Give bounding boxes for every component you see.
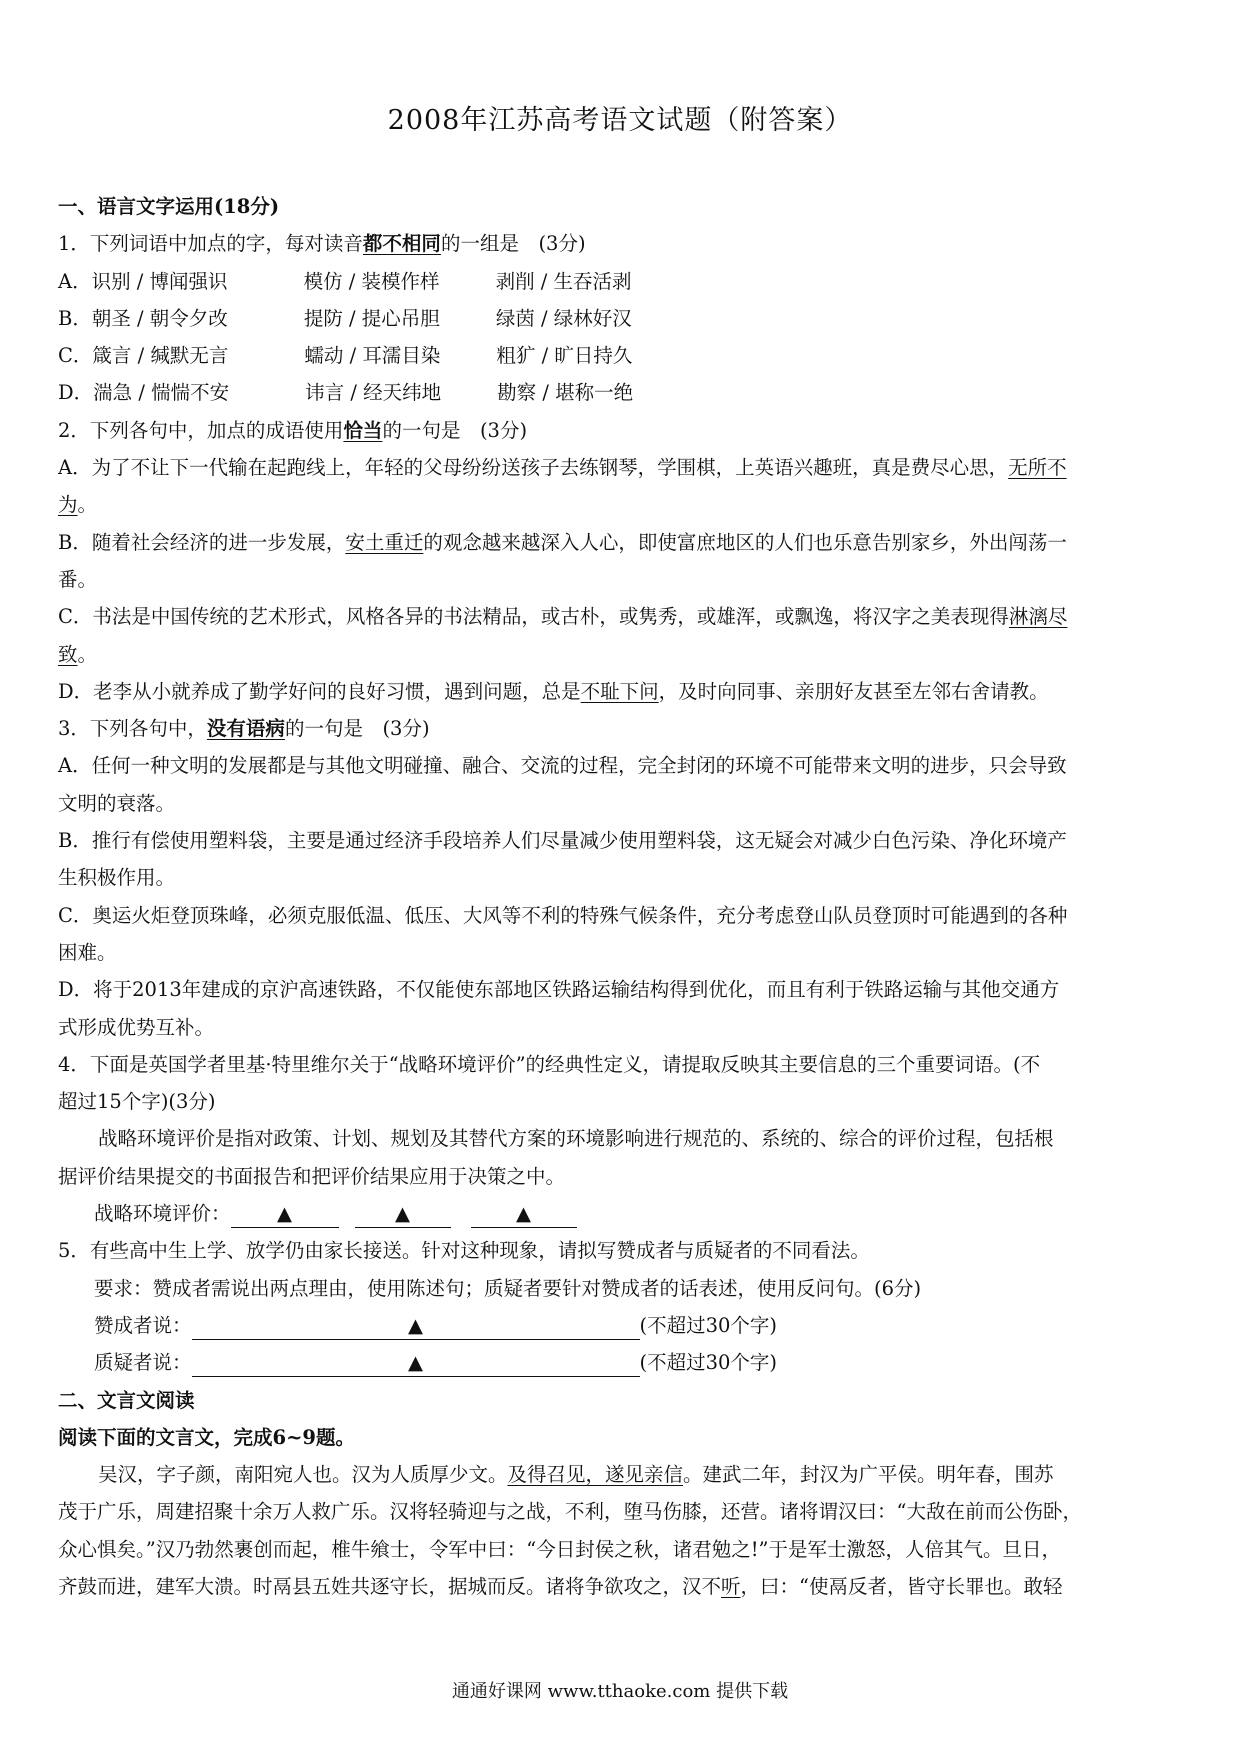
answer-label: 战略环境评价：	[94, 1202, 231, 1226]
option-group: 蠕动 / 耳濡目染	[304, 344, 441, 368]
answer-label: 赞成者说：	[94, 1313, 192, 1337]
question-4-stem-line2: 超过15个字)(3分)	[58, 1090, 216, 1114]
option-text: ，及时向同事、亲朋好友甚至左邻右舍请教。	[658, 679, 1049, 703]
option-text: 。	[77, 642, 98, 666]
q3-option-a-line2: 文明的衰落。	[58, 791, 176, 815]
question-2-stem	[58, 412, 1183, 449]
option-text: 。	[77, 493, 98, 517]
question-3-stem	[58, 710, 1183, 747]
option-label: B．	[58, 306, 92, 330]
q3-option-a-line1: A．任何一种文明的发展都是与其他文明碰撞、融合、交流的过程，完全封闭的环境不可能带来文明的进步，只会导致	[58, 754, 1067, 778]
q1-option-a	[58, 263, 1183, 300]
option-group: 讳言 / 经天纬地	[305, 381, 442, 405]
passage-text: 齐鼓而进，建军大溃。时鬲县五姓共逐守长，据城而反。诸将争欲攻之，汉不	[58, 1574, 722, 1598]
exam-content	[58, 188, 1183, 1605]
classical-passage-line2: 茂于广乐，周建招聚十余万人救广乐。汉将轻骑迎与之战，不利，堕马伤膝，还营。诸将谓汉曰：“大敌在前而公伤卧，	[58, 1500, 1082, 1524]
option-text: 的观念越来越深入人心，即使富庶地区的人们也乐意告别家乡，外出闯荡一	[423, 530, 1067, 554]
option-group: 识别 / 博闻强识	[91, 269, 228, 293]
q2-option-b-line2: 番。	[58, 567, 98, 591]
q5-requirement: 要求：赞成者需说出两点理由，使用陈述句；质疑者要针对赞成者的话表述，使用反问句。(6分)	[94, 1276, 922, 1300]
q2-stem-text: 2．下列各句中，加点的成语使用	[58, 418, 344, 442]
q3-option-b-line1: B．推行有偿使用塑料袋，主要是通过经济手段培养人们尽量减少使用塑料袋，这无疑会对减少白色污染、净化环境产	[58, 829, 1067, 853]
page-footer: 通通好课网 www.tthaoke.com 提供下载	[451, 1681, 789, 1702]
answer-blank-1[interactable]	[231, 1201, 339, 1228]
q2-option-b-line1	[58, 524, 1183, 561]
q2-option-c-line2	[58, 636, 1183, 673]
q4-passage-line2: 据评价结果提交的书面报告和把评价结果应用于决策之中。	[58, 1164, 566, 1188]
q5-pro-line	[58, 1307, 1183, 1344]
idiom-underlined: 致	[58, 642, 78, 666]
q3-option-d-line1: D．将于2013年建成的京沪高速铁路，不仅能使东部地区铁路运输结构得到优化，而且有利于铁路运输与其他交通方	[58, 978, 1060, 1002]
q2-emphasis: 恰当	[343, 418, 383, 442]
passage-text: 。建武二年，封汉为广平侯。明年春，围苏	[683, 1463, 1054, 1487]
question-1-stem	[58, 225, 1183, 262]
pro-answer-blank[interactable]	[192, 1313, 640, 1340]
option-group: 提防 / 提心吊胆	[303, 306, 440, 330]
option-text: B．随着社会经济的进一步发展，	[58, 530, 346, 554]
option-group: 绿茵 / 绿林好汉	[495, 306, 632, 330]
idiom-underlined: 安土重迁	[345, 530, 424, 554]
option-group: 模仿 / 装模作样	[303, 269, 440, 293]
option-group: 粗犷 / 旷日持久	[496, 344, 633, 368]
answer-blank-2[interactable]	[355, 1201, 451, 1228]
option-text: C．书法是中国传统的艺术形式，风格各异的书法精品，或古朴，或隽秀，或雄浑，或飘逸，将汉字之美表现得	[58, 605, 1009, 629]
passage-underlined: 听	[721, 1574, 741, 1598]
option-text: D．老李从小就养成了勤学好问的良好习惯，遇到问题，总是	[58, 679, 581, 703]
idiom-underlined: 淋漓尽	[1008, 605, 1068, 629]
triangle-marker-icon: ▲	[516, 1202, 532, 1226]
answer-blank-3[interactable]	[471, 1201, 577, 1228]
q3-emphasis: 没有语病	[206, 717, 285, 741]
q3-stem-tail: 的一句是 (3分)	[284, 717, 430, 741]
q1-option-c	[58, 337, 1183, 374]
q3-option-d-line2: 式形成优势互补。	[58, 1015, 215, 1039]
idiom-underlined: 为	[58, 493, 78, 517]
question-4-stem-line1: 4．下面是英国学者里基·特里维尔关于“战略环境评价”的经典性定义，请提取反映其主要信息的三个重要词语。(不	[58, 1052, 1041, 1076]
option-group: 勘察 / 堪称一绝	[497, 381, 634, 405]
q2-stem-tail: 的一句是 (3分)	[382, 418, 528, 442]
option-label: D．	[58, 381, 94, 405]
q3-option-c-line1: C．奥运火炬登顶珠峰，必须克服低温、低压、大风等不利的特殊气候条件，充分考虑登山队员登顶时可能遇到的各种	[58, 903, 1068, 927]
q5-con-line	[58, 1344, 1183, 1381]
q2-option-d	[58, 673, 1183, 710]
q1-option-d	[58, 374, 1183, 411]
triangle-marker-icon: ▲	[408, 1351, 424, 1375]
option-group: 湍急 / 惴惴不安	[93, 381, 230, 405]
q1-stem-tail: 的一组是 (3分)	[440, 232, 586, 256]
q1-emphasis: 都不相同	[362, 232, 441, 256]
option-text: A．为了不让下一代输在起跑线上，年轻的父母纷纷送孩子去练钢琴，学围棋，上英语兴趣班，真是费尽心思，	[58, 456, 1009, 480]
triangle-marker-icon: ▲	[408, 1313, 424, 1337]
idiom-underlined: 无所不	[1008, 456, 1067, 480]
idiom-underlined: 不耻下问	[580, 679, 659, 703]
option-label: A．	[58, 269, 92, 293]
option-group: 朝圣 / 朝令夕改	[91, 306, 228, 330]
q4-passage-line1: 战略环境评价是指对政策、计划、规划及其替代方案的环境影响进行规范的、系统的、综合的评价过程，包括根	[98, 1127, 1054, 1151]
triangle-marker-icon: ▲	[277, 1202, 293, 1226]
answer-label: 质疑者说：	[94, 1351, 192, 1375]
triangle-marker-icon: ▲	[395, 1202, 411, 1226]
q3-option-b-line2: 生积极作用。	[58, 866, 176, 890]
q1-stem-text: 1．下列词语中加点的字，每对读音	[58, 232, 363, 256]
q2-option-a-line1	[58, 449, 1183, 486]
section-heading-1: 一、语言文字运用(18分)	[58, 195, 280, 218]
question-5-stem: 5．有些高中生上学、放学仍由家长接送。针对这种现象，请拟写赞成者与质疑者的不同看法。	[58, 1239, 870, 1263]
section-heading-2: 二、文言文阅读	[58, 1388, 195, 1412]
q2-option-c-line1	[58, 598, 1183, 635]
q3-option-c-line2: 困难。	[58, 940, 117, 964]
passage-text: 吴汉，字子颜，南阳宛人也。汉为人质厚少文。	[98, 1463, 508, 1487]
option-label: C．	[58, 344, 93, 368]
section-2-instruction: 阅读下面的文言文，完成6~9题。	[58, 1425, 355, 1449]
q4-answer-line	[58, 1195, 1183, 1232]
q2-option-a-line2	[58, 486, 1183, 523]
page-title: 2008年江苏高考语文试题（附答案）	[387, 105, 853, 136]
q3-stem-text: 3．下列各句中，	[58, 717, 207, 741]
word-limit: (不超过30个字)	[639, 1351, 778, 1375]
classical-passage-line4	[58, 1568, 1183, 1605]
con-answer-blank[interactable]	[192, 1350, 640, 1377]
word-limit: (不超过30个字)	[639, 1313, 778, 1337]
option-group: 剥削 / 生吞活剥	[495, 269, 632, 293]
option-group: 箴言 / 缄默无言	[92, 344, 229, 368]
passage-underlined: 及得召见，遂见亲信	[507, 1463, 684, 1487]
passage-text: ，曰：“使鬲反者，皆守长罪也。敢轻	[740, 1574, 1063, 1598]
q1-option-b	[58, 300, 1183, 337]
classical-passage-line1	[58, 1456, 1183, 1493]
classical-passage-line3: 众心惧矣。”汉乃勃然裹创而起，椎牛飨士，令军中曰：“今日封侯之秋，诸君勉之!”于是军士激怒，人倍其气。旦日，	[58, 1537, 1061, 1561]
